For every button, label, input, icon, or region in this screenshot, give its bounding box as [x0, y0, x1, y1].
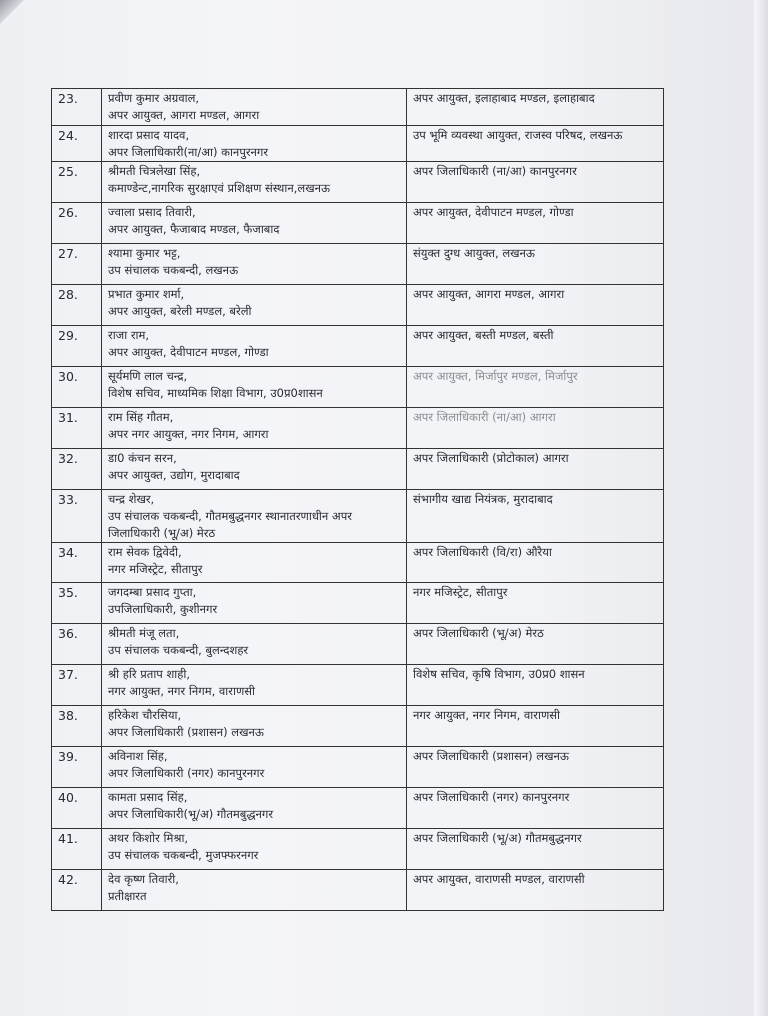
serial-number: 34. — [52, 543, 102, 583]
officer-name: प्रवीण कुमार अग्रवाल, — [108, 91, 200, 105]
current-post: उप संचालक चकबन्दी, लखनऊ — [108, 263, 239, 277]
officer-cell — [102, 367, 407, 408]
current-post: विशेष सचिव, माध्यमिक शिक्षा विभाग, उ0प्र0शासन — [108, 386, 323, 400]
new-post: अपर आयुक्त, देवीपाटन मण्डल, गोण्डा — [407, 203, 664, 244]
new-post: अपर जिलाधिकारी (ना/आ) आगरा — [407, 408, 664, 449]
current-post: अपर आयुक्त, बरेली मण्डल, बरेली — [108, 304, 252, 318]
serial-number: 23. — [52, 89, 102, 126]
current-post: प्रतीक्षारत — [108, 889, 147, 903]
new-post: अपर आयुक्त, आगरा मण्डल, आगरा — [407, 285, 664, 326]
serial-number: 26. — [52, 203, 102, 244]
officer-name: श्रीमती मंजू लता, — [108, 626, 180, 640]
current-post: अपर आयुक्त, उद्योग, मुरादाबाद — [108, 468, 240, 482]
table-row — [52, 788, 664, 829]
officer-cell — [102, 543, 407, 583]
officer-cell — [102, 870, 407, 911]
new-post: अपर जिलाधिकारी (नगर) कानपुरनगर — [407, 788, 664, 829]
officer-cell — [102, 788, 407, 829]
current-post: अपर नगर आयुक्त, नगर निगम, आगरा — [108, 427, 269, 441]
officer-cell — [102, 126, 407, 162]
new-post: अपर जिलाधिकारी (वि/रा) औरैया — [407, 543, 664, 583]
officer-name: ज्वाला प्रसाद तिवारी, — [108, 205, 196, 219]
new-post: अपर आयुक्त, बस्ती मण्डल, बस्ती — [407, 326, 664, 367]
new-post: अपर जिलाधिकारी (प्रशासन) लखनऊ — [407, 747, 664, 788]
new-post: अपर जिलाधिकारी (भू/अ) मेरठ — [407, 624, 664, 665]
table-row — [52, 285, 664, 326]
new-post: संभागीय खाद्य नियंत्रक, मुरादाबाद — [407, 490, 664, 543]
officer-name: प्रभात कुमार शर्मा, — [108, 287, 185, 301]
serial-number: 29. — [52, 326, 102, 367]
serial-number: 41. — [52, 829, 102, 870]
current-post: अपर आयुक्त, आगरा मण्डल, आगरा — [108, 108, 260, 122]
officer-name: हरिकेश चौरसिया, — [108, 708, 182, 722]
serial-number: 24. — [52, 126, 102, 162]
officer-name: श्रीमती चित्रलेखा सिंह, — [108, 164, 201, 178]
new-post: अपर आयुक्त, मिर्जापुर मण्डल, मिर्जापुर — [407, 367, 664, 408]
current-post: उप संचालक चकबन्दी, बुलन्दशहर — [108, 643, 249, 657]
serial-number: 35. — [52, 583, 102, 624]
current-post: अपर जिलाधिकारी(ना/आ) कानपुरनगर — [108, 145, 269, 159]
table-row — [52, 747, 664, 788]
officer-cell — [102, 285, 407, 326]
new-post: अपर जिलाधिकारी (भू/अ) गौतमबुद्धनगर — [407, 829, 664, 870]
officer-name: राम सिंह गौतम, — [108, 410, 174, 424]
serial-number: 31. — [52, 408, 102, 449]
new-post: अपर आयुक्त, इलाहाबाद मण्डल, इलाहाबाद — [407, 89, 664, 126]
officer-name: सूर्यमणि लाल चन्द्र, — [108, 369, 188, 383]
officer-name: श्री हरि प्रताप शाही, — [108, 667, 191, 681]
new-post: अपर जिलाधिकारी (ना/आ) कानपुरनगर — [407, 162, 664, 203]
officer-name: डा0 कंचन सरन, — [108, 451, 177, 465]
officer-name: श्यामा कुमार भट्ट, — [108, 246, 181, 260]
officer-cell — [102, 706, 407, 747]
table-row — [52, 89, 664, 126]
table-row — [52, 126, 664, 162]
officer-cell — [102, 490, 407, 543]
serial-number: 42. — [52, 870, 102, 911]
current-post: नगर आयुक्त, नगर निगम, वाराणसी — [108, 684, 256, 698]
officer-name: राजा राम, — [108, 328, 150, 342]
officer-cell — [102, 624, 407, 665]
officer-cell — [102, 408, 407, 449]
table-row — [52, 583, 664, 624]
current-post-continued: जिलाधिकारी (भू/अ) मेरठ — [108, 526, 216, 540]
table-row — [52, 870, 664, 911]
new-post: विशेष सचिव, कृषि विभाग, उ0प्र0 शासन — [407, 665, 664, 706]
table-row — [52, 706, 664, 747]
new-post: नगर मजिस्ट्रेट, सीतापुर — [407, 583, 664, 624]
serial-number: 27. — [52, 244, 102, 285]
officer-name: अथर किशोर मिश्रा, — [108, 831, 189, 845]
table-row — [52, 367, 664, 408]
current-post: अपर आयुक्त, फैजाबाद मण्डल, फैजाबाद — [108, 222, 280, 236]
officer-name: अविनाश सिंह, — [108, 749, 168, 763]
officer-name: कामता प्रसाद सिंह, — [108, 790, 188, 804]
officer-cell — [102, 665, 407, 706]
table-row — [52, 829, 664, 870]
current-post: उपजिलाधिकारी, कुशीनगर — [108, 602, 218, 616]
serial-number: 39. — [52, 747, 102, 788]
serial-number: 40. — [52, 788, 102, 829]
table-row — [52, 490, 664, 543]
table-row — [52, 244, 664, 285]
current-post: अपर जिलाधिकारी (प्रशासन) लखनऊ — [108, 725, 264, 739]
officer-name: राम सेवक द्विवेदी, — [108, 545, 182, 559]
officer-cell — [102, 162, 407, 203]
table-row — [52, 449, 664, 490]
new-post: अपर आयुक्त, वाराणसी मण्डल, वाराणसी — [407, 870, 664, 911]
serial-number: 28. — [52, 285, 102, 326]
current-post: उप संचालक चकबन्दी, गौतमबुद्धनगर स्थानातरणाधीन अपर — [108, 509, 352, 523]
current-post: नगर मजिस्ट्रेट, सीतापुर — [108, 562, 203, 576]
serial-number: 38. — [52, 706, 102, 747]
page-corner-fold — [0, 0, 26, 26]
new-post: अपर जिलाधिकारी (प्रोटोकाल) आगरा — [407, 449, 664, 490]
table-row — [52, 543, 664, 583]
table-body — [52, 89, 664, 911]
new-post: उप भूमि व्यवस्था आयुक्त, राजस्व परिषद, लखनऊ — [407, 126, 664, 162]
new-post: नगर आयुक्त, नगर निगम, वाराणसी — [407, 706, 664, 747]
table-row — [52, 326, 664, 367]
current-post: अपर जिलाधिकारी(भू/अ) गौतमबुद्धनगर — [108, 807, 274, 821]
officer-name: जगदम्बा प्रसाद गुप्ता, — [108, 585, 197, 599]
serial-number: 37. — [52, 665, 102, 706]
page-edge — [754, 0, 768, 1016]
officer-cell — [102, 829, 407, 870]
serial-number: 36. — [52, 624, 102, 665]
table-row — [52, 203, 664, 244]
officer-cell — [102, 583, 407, 624]
transfer-orders-table — [51, 88, 664, 911]
table-row — [52, 624, 664, 665]
officer-name: चन्द्र शेखर, — [108, 492, 155, 506]
officer-cell — [102, 244, 407, 285]
serial-number: 32. — [52, 449, 102, 490]
officer-cell — [102, 449, 407, 490]
officer-name: शारदा प्रसाद यादव, — [108, 128, 190, 142]
serial-number: 25. — [52, 162, 102, 203]
officer-cell — [102, 89, 407, 126]
officer-cell — [102, 203, 407, 244]
current-post: अपर जिलाधिकारी (नगर) कानपुरनगर — [108, 766, 265, 780]
serial-number: 33. — [52, 490, 102, 543]
current-post: अपर आयुक्त, देवीपाटन मण्डल, गोण्डा — [108, 345, 269, 359]
new-post: संयुक्त दुग्ध आयुक्त, लखनऊ — [407, 244, 664, 285]
officer-cell — [102, 747, 407, 788]
current-post: उप संचालक चकबन्दी, मुजफ्फरनगर — [108, 848, 259, 862]
serial-number: 30. — [52, 367, 102, 408]
current-post: कमाण्डेन्ट,नागरिक सुरक्षाएवं प्रशिक्षण संस्थान,लखनऊ — [108, 181, 331, 195]
table-row — [52, 408, 664, 449]
officer-cell — [102, 326, 407, 367]
table-row — [52, 665, 664, 706]
table-row — [52, 162, 664, 203]
officer-name: देव कृष्ण तिवारी, — [108, 872, 179, 886]
